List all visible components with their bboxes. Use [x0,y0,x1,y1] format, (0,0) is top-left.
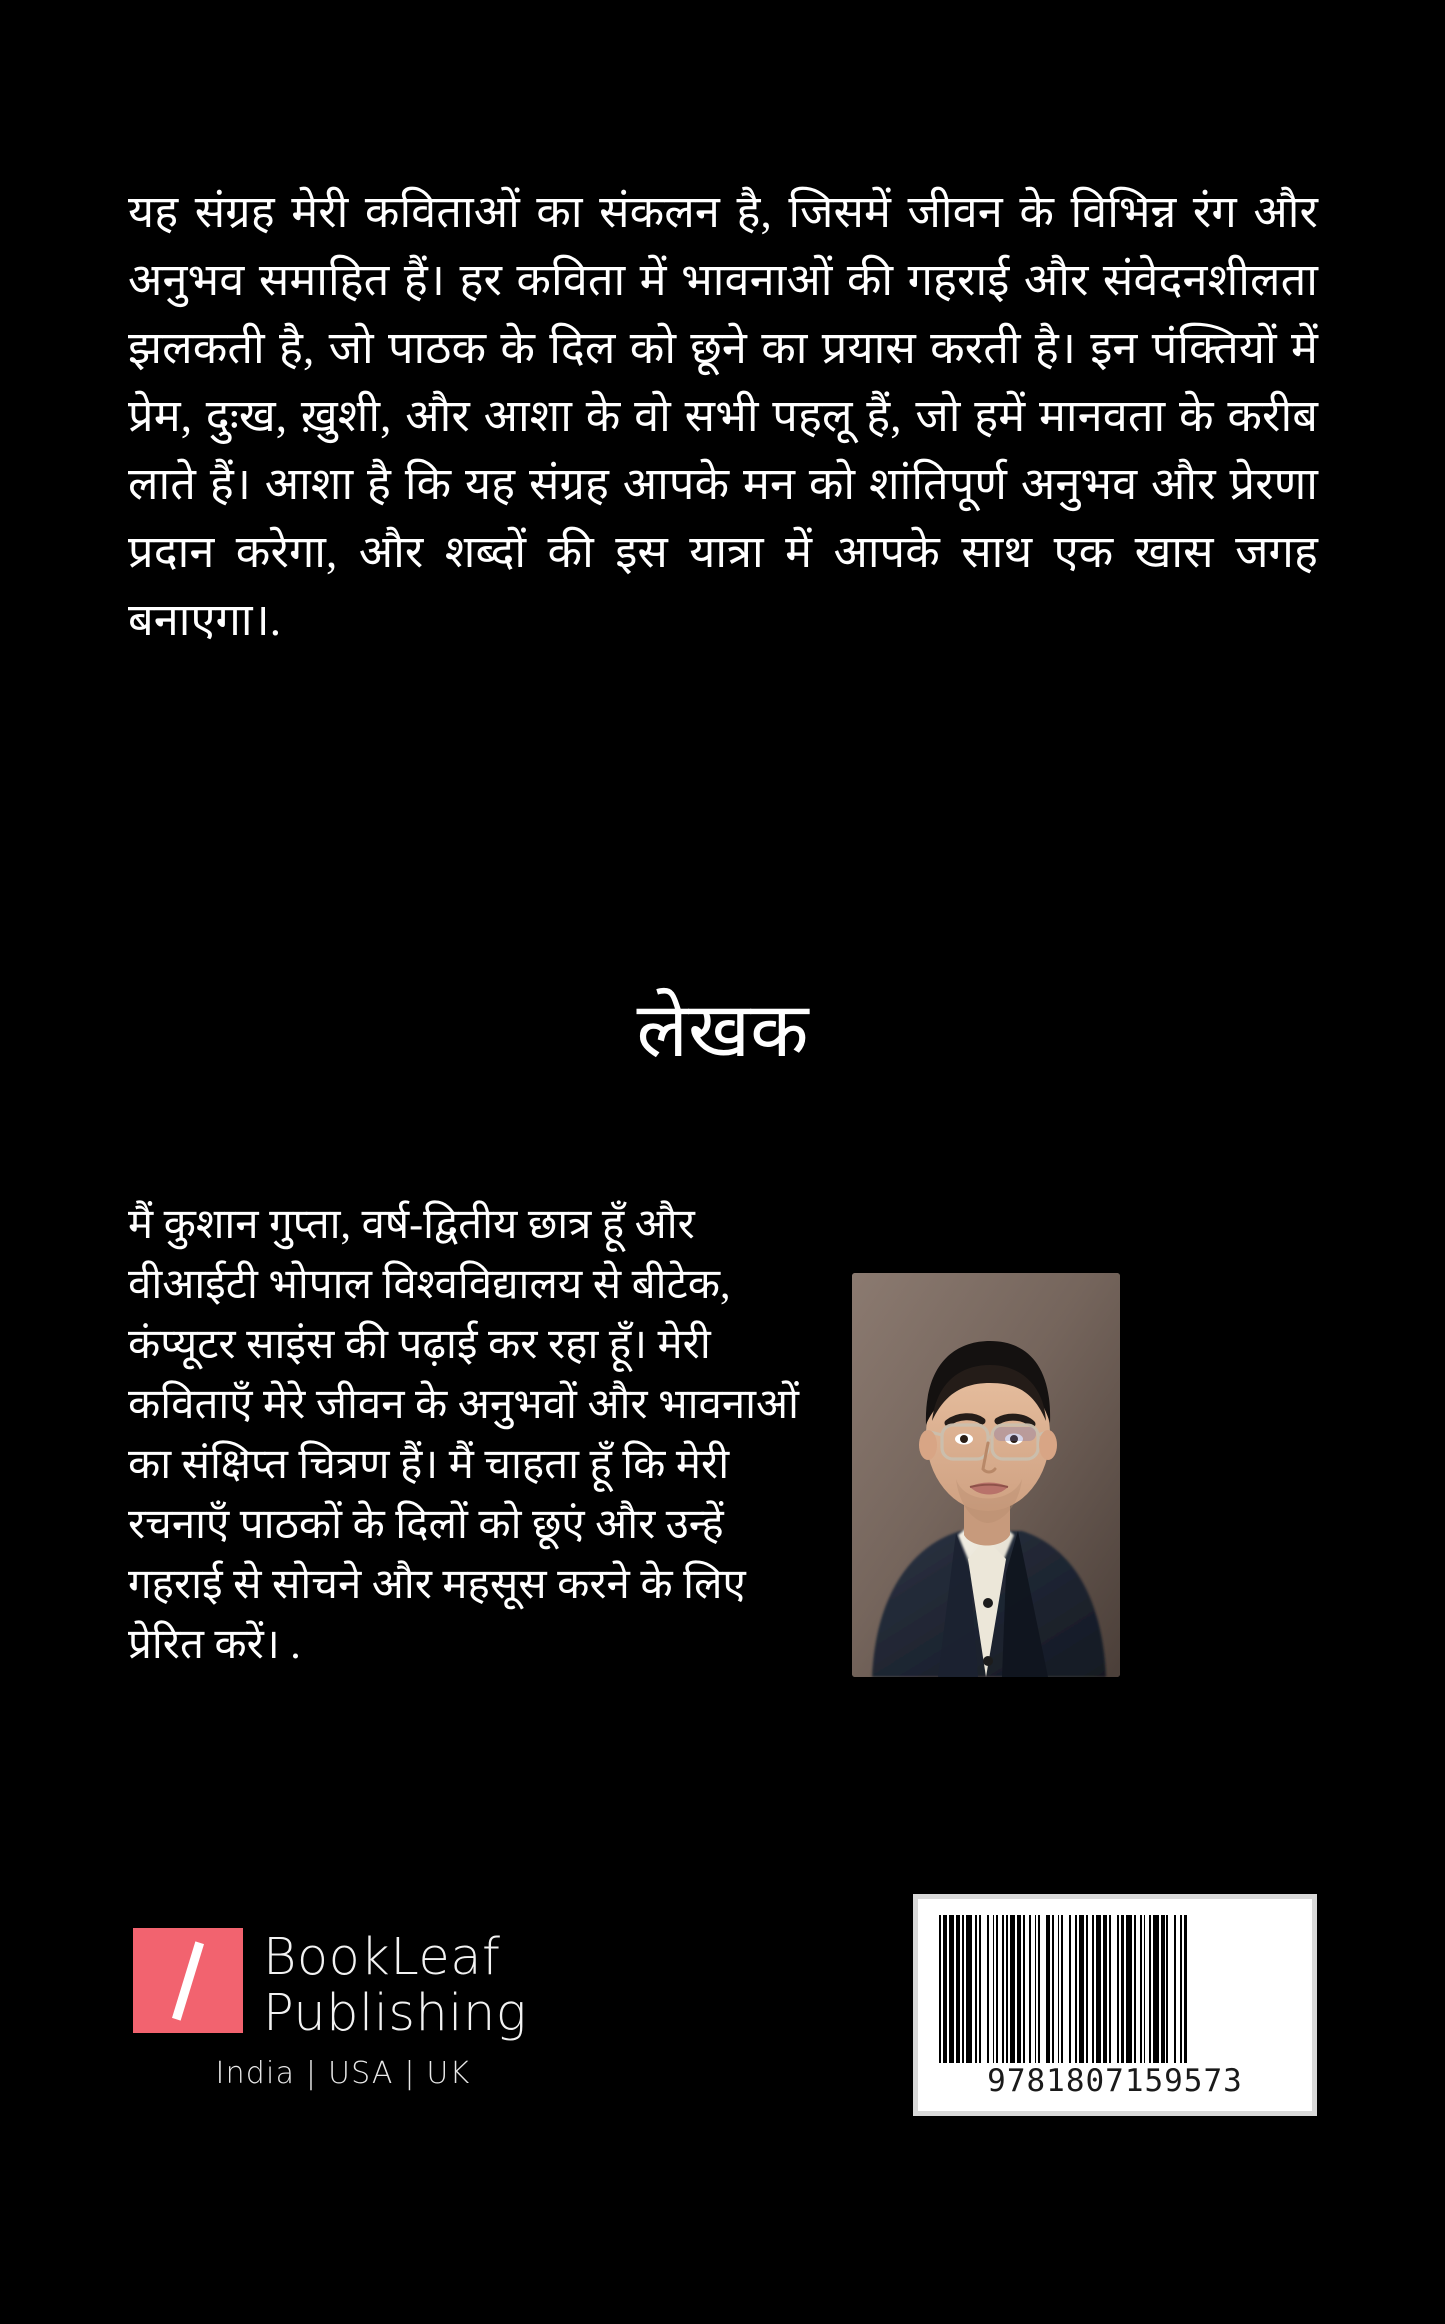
isbn-barcode [913,1894,1317,2116]
author-photo [852,1273,1120,1677]
book-blurb: यह संग्रह मेरी कविताओं का संकलन है, जिसमें जीवन के विभिन्न रंग और अनुभव समाहित हैं। हर कविता में भावनाओं की गहराई और संवेदनशीलता झलकती है, जो पाठक के दिल को छूने का प्रयास करती है। इन पंक्तियों में प्रेम, दुःख, ख़ुशी, और आशा के वो सभी पहलू हैं, जो हमें मानवता के करीब लाते हैं। आशा है कि यह संग्रह आपके मन को शांतिपूर्ण अनुभव और प्रेरणा प्रदान करेगा, और शब्दों की इस यात्रा में आपके साथ एक खास जगह बनाएगा।. [128,187,1318,645]
publisher-logo [133,1928,553,2091]
publisher-name-line1: BookLeaf [263,1928,501,1987]
isbn-number: 9781807159573 [987,2063,1243,2099]
author-section-heading: लेखक [636,989,809,1073]
barcode-bar [1187,1915,1189,2063]
author-bio-text: मैं कुशान गुप्ता, वर्ष-द्वितीय छात्र हूँ और वीआईटी भोपाल विश्वविद्यालय से बीटेक, कंप्यूटर साइंस की पढ़ाई कर रहा हूँ। मेरी कविताएँ मेरे जीवन के अनुभवों और भावनाओं का संक्षिप्त चित्रण हैं। मैं चाहता हूँ कि मेरी रचनाएँ पाठकों के दिलों को छूएं और उन्हें गहराई से सोचने और महसूस करने के लिए प्रेरित करें। . [128,1202,799,1668]
bookleaf-slash-icon [133,1928,243,2033]
barcode-bars [939,1915,1291,2063]
author-portrait-icon [852,1273,1120,1677]
publisher-regions: India | USA | UK [215,2056,471,2091]
cover-footer [0,1894,1445,2324]
publisher-name [263,1928,527,2042]
publisher-name-line2: Publishing [263,1984,527,2043]
author-block [128,1195,1318,1677]
